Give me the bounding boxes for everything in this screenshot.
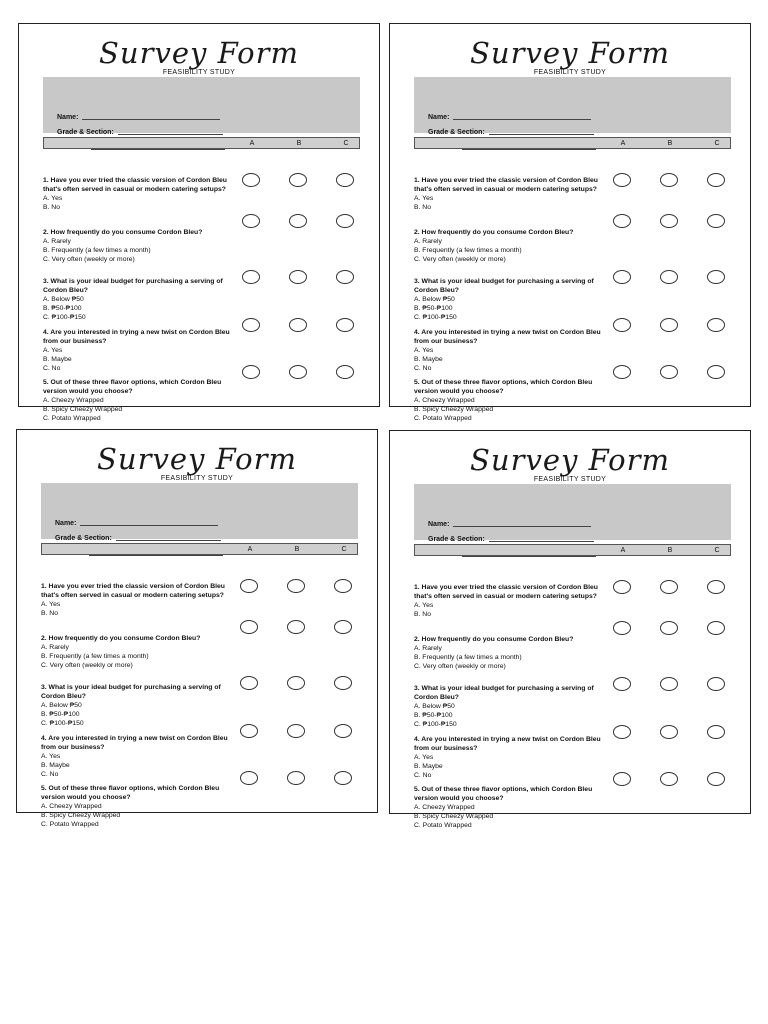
column-label: C — [343, 140, 349, 147]
question-option: A. Yes — [414, 754, 434, 761]
answer-bubble-a[interactable] — [240, 620, 258, 634]
question-text: 4. Are you interested in trying a new twist on Cordon Bleu from our business? — [43, 329, 230, 345]
question-option: A. Yes — [41, 601, 61, 608]
question-block — [414, 635, 614, 671]
column-label: A — [620, 140, 626, 147]
info-field — [428, 518, 591, 528]
info-field — [55, 517, 218, 527]
answer-bubble-c[interactable] — [336, 270, 354, 284]
question-option: B. Frequently (a few times a month) — [414, 247, 522, 254]
question-block — [414, 277, 614, 322]
question-option: B. ₱50-₱100 — [414, 712, 453, 719]
answer-bubble-b[interactable] — [660, 772, 678, 786]
info-field-label: Name: — [55, 520, 77, 527]
info-field-label: Name: — [428, 114, 450, 121]
answer-bubble-a[interactable] — [240, 724, 258, 738]
answer-bubble-b[interactable] — [660, 214, 678, 228]
answer-bubble-c[interactable] — [336, 365, 354, 379]
answer-bubble-c[interactable] — [334, 620, 352, 634]
answer-bubble-a[interactable] — [613, 214, 631, 228]
answer-bubble-a[interactable] — [613, 365, 631, 379]
answer-bubble-b[interactable] — [660, 580, 678, 594]
column-label: B — [296, 140, 302, 147]
answer-bubble-c[interactable] — [707, 318, 725, 332]
answer-bubble-b[interactable] — [660, 318, 678, 332]
info-field-input-line[interactable] — [489, 134, 594, 135]
info-field-input-line[interactable] — [453, 526, 591, 527]
answer-bubble-a[interactable] — [242, 318, 260, 332]
student-info-box — [41, 483, 358, 542]
info-field-input-line[interactable] — [489, 541, 594, 542]
question-text: 5. Out of these three flavor options, which Cordon Bleu version would you choose? — [43, 379, 222, 395]
info-field-label: Name: — [57, 114, 79, 121]
answer-bubble-b[interactable] — [660, 725, 678, 739]
question-option: B. Maybe — [41, 762, 70, 769]
question-option: C. ₱100-₱150 — [43, 314, 86, 321]
form-subtitle: FEASIBILITY STUDY — [533, 476, 607, 483]
question-option: C. Very often (weekly or more) — [41, 662, 133, 669]
question-option: B. No — [414, 611, 431, 618]
question-option: A. Below ₱50 — [414, 296, 455, 303]
question-option: C. Potato Wrapped — [43, 415, 101, 422]
column-label: C — [714, 140, 720, 147]
question-option: A. Rarely — [414, 238, 442, 245]
question-option: C. ₱100-₱150 — [41, 720, 84, 727]
question-option: B. No — [41, 610, 58, 617]
question-option: C. Potato Wrapped — [41, 821, 99, 828]
column-label: A — [249, 140, 255, 147]
question-text: 3. What is your ideal budget for purchasing a serving of Cordon Bleu? — [43, 278, 223, 294]
column-label: B — [667, 140, 673, 147]
answer-bubble-b[interactable] — [660, 270, 678, 284]
answer-column-header — [41, 543, 358, 555]
answer-bubble-c[interactable] — [336, 318, 354, 332]
question-text: 3. What is your ideal budget for purchasing a serving of Cordon Bleu? — [414, 278, 594, 294]
question-option: B. ₱50-₱100 — [43, 305, 82, 312]
question-option: B. Maybe — [414, 763, 443, 770]
question-text: 1. Have you ever tried the classic version of Cordon Bleu that's often served in casual or modern catering setups? — [43, 177, 227, 193]
question-text: 4. Are you interested in trying a new twist on Cordon Bleu from our business? — [414, 736, 601, 752]
answer-bubble-c[interactable] — [336, 214, 354, 228]
student-info-box — [43, 77, 360, 136]
question-option: C. Potato Wrapped — [414, 822, 472, 829]
question-block — [414, 583, 614, 619]
answer-bubble-a[interactable] — [613, 173, 631, 187]
answer-bubble-a[interactable] — [242, 365, 260, 379]
answer-bubble-b[interactable] — [660, 621, 678, 635]
info-field-label: Grade & Section: — [57, 129, 114, 136]
question-option: B. ₱50-₱100 — [414, 305, 453, 312]
question-block — [414, 176, 614, 212]
info-field — [428, 111, 591, 121]
question-block — [41, 683, 241, 728]
info-field-input-line[interactable] — [91, 149, 225, 150]
answer-bubble-a[interactable] — [242, 173, 260, 187]
question-block — [41, 634, 241, 670]
answer-bubble-c[interactable] — [707, 270, 725, 284]
answer-bubble-a[interactable] — [613, 621, 631, 635]
student-info-box — [414, 484, 731, 543]
answer-column-header — [414, 137, 731, 149]
question-option: A. Below ₱50 — [414, 703, 455, 710]
info-field-input-line[interactable] — [82, 119, 220, 120]
question-option: A. Yes — [43, 195, 63, 202]
answer-bubble-b[interactable] — [289, 318, 307, 332]
answer-bubble-b[interactable] — [289, 270, 307, 284]
question-option: C. Potato Wrapped — [414, 415, 472, 422]
question-text: 4. Are you interested in trying a new twist on Cordon Bleu from our business? — [414, 329, 601, 345]
question-option: A. Yes — [414, 347, 434, 354]
answer-bubble-c[interactable] — [707, 173, 725, 187]
form-subtitle: FEASIBILITY STUDY — [533, 69, 607, 76]
form-title: Survey Form — [99, 36, 299, 70]
survey-card — [16, 429, 378, 828]
answer-bubble-c[interactable] — [707, 580, 725, 594]
question-text: 5. Out of these three flavor options, which Cordon Bleu version would you choose? — [41, 785, 220, 801]
info-field-input-line[interactable] — [80, 525, 218, 526]
answer-bubble-c[interactable] — [336, 173, 354, 187]
question-block — [41, 734, 241, 779]
answer-bubble-a[interactable] — [613, 772, 631, 786]
answer-bubble-a[interactable] — [240, 676, 258, 690]
answer-bubble-a[interactable] — [613, 318, 631, 332]
question-block — [414, 328, 614, 373]
question-option: C. ₱100-₱150 — [414, 314, 457, 321]
question-option: C. No — [43, 365, 61, 372]
answer-bubble-c[interactable] — [334, 676, 352, 690]
question-option: B. Spicy Cheezy Wrapped — [41, 812, 121, 819]
question-text: 3. What is your ideal budget for purchasing a serving of Cordon Bleu? — [414, 685, 594, 701]
question-block — [41, 582, 241, 618]
student-info-box — [414, 77, 731, 136]
answer-bubble-c[interactable] — [334, 579, 352, 593]
question-option: A. Yes — [41, 753, 61, 760]
question-text: 1. Have you ever tried the classic version of Cordon Bleu that's often served in casual or modern catering setups? — [414, 584, 598, 600]
answer-bubble-b[interactable] — [660, 173, 678, 187]
form-subtitle: FEASIBILITY STUDY — [160, 475, 234, 482]
answer-bubble-b[interactable] — [287, 771, 305, 785]
answer-bubble-b[interactable] — [287, 620, 305, 634]
question-block — [414, 785, 614, 830]
answer-bubble-a[interactable] — [613, 725, 631, 739]
answer-bubble-a[interactable] — [613, 677, 631, 691]
question-option: C. No — [414, 365, 432, 372]
form-subtitle: FEASIBILITY STUDY — [162, 69, 236, 76]
question-text: 1. Have you ever tried the classic version of Cordon Bleu that's often served in casual or modern catering setups? — [414, 177, 598, 193]
question-block — [414, 684, 614, 729]
info-field-input-line[interactable] — [116, 540, 221, 541]
question-option: B. Frequently (a few times a month) — [414, 654, 522, 661]
question-option: C. No — [414, 772, 432, 779]
info-field-input-line[interactable] — [118, 134, 223, 135]
question-text: 5. Out of these three flavor options, which Cordon Bleu version would you choose? — [414, 379, 593, 395]
question-option: A. Cheezy Wrapped — [414, 804, 475, 811]
answer-bubble-c[interactable] — [334, 724, 352, 738]
survey-card — [389, 23, 751, 422]
info-field — [428, 126, 594, 136]
info-field-label: Name: — [428, 521, 450, 528]
info-field — [55, 532, 221, 542]
question-option: A. Below ₱50 — [43, 296, 84, 303]
form-title: Survey Form — [97, 442, 297, 476]
answer-bubble-b[interactable] — [287, 724, 305, 738]
question-option: B. No — [414, 204, 431, 211]
question-option: A. Below ₱50 — [41, 702, 82, 709]
question-option: A. Rarely — [41, 644, 69, 651]
survey-card — [18, 23, 380, 422]
question-option: B. ₱50-₱100 — [41, 711, 80, 718]
question-option: C. ₱100-₱150 — [414, 721, 457, 728]
question-block — [43, 228, 243, 264]
question-option: B. Maybe — [414, 356, 443, 363]
question-option: B. Maybe — [43, 356, 72, 363]
question-text: 2. How frequently do you consume Cordon Bleu? — [414, 229, 574, 236]
question-text: 2. How frequently do you consume Cordon Bleu? — [41, 635, 201, 642]
answer-column-header — [43, 137, 360, 149]
question-block — [43, 328, 243, 373]
answer-bubble-c[interactable] — [707, 677, 725, 691]
question-option: C. No — [41, 771, 59, 778]
info-field — [57, 111, 220, 121]
column-label: C — [341, 546, 347, 553]
question-option: A. Cheezy Wrapped — [41, 803, 102, 810]
answer-bubble-a[interactable] — [242, 214, 260, 228]
question-option: B. No — [43, 204, 60, 211]
answer-bubble-c[interactable] — [707, 621, 725, 635]
column-label: B — [667, 547, 673, 554]
question-text: 4. Are you interested in trying a new twist on Cordon Bleu from our business? — [41, 735, 228, 751]
info-field-input-line[interactable] — [462, 149, 596, 150]
info-field-input-line[interactable] — [462, 556, 596, 557]
column-label: B — [294, 546, 300, 553]
question-option: A. Yes — [414, 602, 434, 609]
question-text: 1. Have you ever tried the classic version of Cordon Bleu that's often served in casual or modern catering setups? — [41, 583, 225, 599]
answer-bubble-b[interactable] — [289, 173, 307, 187]
info-field-label: Grade & Section: — [428, 129, 485, 136]
answer-bubble-b[interactable] — [287, 579, 305, 593]
answer-bubble-b[interactable] — [289, 214, 307, 228]
answer-bubble-c[interactable] — [707, 365, 725, 379]
answer-bubble-c[interactable] — [707, 772, 725, 786]
column-label: A — [620, 547, 626, 554]
form-title: Survey Form — [470, 36, 670, 70]
answer-bubble-b[interactable] — [660, 365, 678, 379]
question-block — [43, 277, 243, 322]
question-option: A. Cheezy Wrapped — [43, 397, 104, 404]
survey-card — [389, 430, 751, 829]
answer-bubble-a[interactable] — [613, 270, 631, 284]
question-block — [414, 735, 614, 780]
answer-bubble-c[interactable] — [707, 214, 725, 228]
question-option: B. Frequently (a few times a month) — [41, 653, 149, 660]
answer-bubble-a[interactable] — [613, 580, 631, 594]
question-block — [43, 378, 243, 423]
question-option: A. Rarely — [43, 238, 71, 245]
question-block — [414, 228, 614, 264]
answer-bubble-a[interactable] — [240, 579, 258, 593]
question-option: C. Very often (weekly or more) — [414, 256, 506, 263]
answer-bubble-c[interactable] — [707, 725, 725, 739]
question-option: A. Yes — [43, 347, 63, 354]
question-option: B. Spicy Cheezy Wrapped — [414, 406, 494, 413]
question-option: C. Very often (weekly or more) — [43, 256, 135, 263]
question-block — [41, 784, 241, 829]
answer-bubble-b[interactable] — [289, 365, 307, 379]
info-field — [57, 126, 223, 136]
question-text: 2. How frequently do you consume Cordon Bleu? — [43, 229, 203, 236]
answer-bubble-a[interactable] — [240, 771, 258, 785]
question-block — [414, 378, 614, 423]
info-field-input-line[interactable] — [453, 119, 591, 120]
column-label: C — [714, 547, 720, 554]
column-label: A — [247, 546, 253, 553]
question-option: B. Spicy Cheezy Wrapped — [414, 813, 494, 820]
question-option: A. Cheezy Wrapped — [414, 397, 475, 404]
form-title: Survey Form — [470, 443, 670, 477]
question-option: A. Yes — [414, 195, 434, 202]
question-option: A. Rarely — [414, 645, 442, 652]
info-field-label: Grade & Section: — [55, 535, 112, 542]
info-field-input-line[interactable] — [89, 555, 223, 556]
answer-bubble-c[interactable] — [334, 771, 352, 785]
question-option: C. Very often (weekly or more) — [414, 663, 506, 670]
answer-bubble-b[interactable] — [287, 676, 305, 690]
question-option: B. Spicy Cheezy Wrapped — [43, 406, 123, 413]
question-text: 5. Out of these three flavor options, which Cordon Bleu version would you choose? — [414, 786, 593, 802]
answer-column-header — [414, 544, 731, 556]
answer-bubble-b[interactable] — [660, 677, 678, 691]
question-option: B. Frequently (a few times a month) — [43, 247, 151, 254]
question-block — [43, 176, 243, 212]
info-field — [428, 533, 594, 543]
question-text: 2. How frequently do you consume Cordon Bleu? — [414, 636, 574, 643]
answer-bubble-a[interactable] — [242, 270, 260, 284]
question-text: 3. What is your ideal budget for purchasing a serving of Cordon Bleu? — [41, 684, 221, 700]
info-field-label: Grade & Section: — [428, 536, 485, 543]
